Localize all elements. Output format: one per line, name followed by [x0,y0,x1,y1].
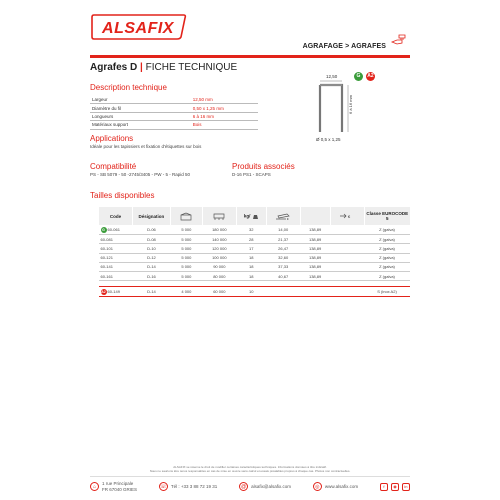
spec-label: Matériaux support [90,121,191,129]
facebook-icon[interactable]: f [380,483,388,491]
cell-des: D-12 [132,253,170,262]
title-separator: | [140,62,143,73]
cell-empty [330,253,364,262]
cell-des: D-10 [132,244,170,253]
svg-text:€: € [348,213,351,219]
description-heading: Description technique [90,83,167,92]
disclaimer-line-1: ALSAFIX se réserve le droit de modifier certaines caractéristiques techniques. Informations données à titre indicatif. [173,465,327,469]
cell-code [99,253,133,262]
cell-des: D-14 [132,262,170,271]
cell-c4: 14,00 [266,225,300,235]
email-icon: @ [241,483,247,490]
cell-code [99,262,133,271]
col-eurocode: Classe EUROCODE 5 [364,207,410,225]
cell-c6: Z (galva) [364,262,410,271]
spec-row [90,112,258,120]
table-row [99,287,411,297]
col-box [170,207,202,225]
cell-c4: 37,33 [266,262,300,271]
galva-badge: G [102,227,105,232]
cell-c1: 5 000 [170,262,202,271]
svg-text:€: € [287,216,289,221]
footer-phone[interactable] [159,482,217,491]
box-icon [180,212,192,221]
cell-c6: Z (galva) [364,235,410,244]
cell-c4: 21,37 [266,235,300,244]
cell-code [99,235,133,244]
cell-c5 [300,287,330,297]
cell-c6: S (inox A2) [364,287,410,297]
footer-web[interactable] [313,482,358,491]
weight-icon [252,213,259,220]
table-row [99,253,411,262]
cell-c4: 32,60 [266,253,300,262]
cell-empty [330,244,364,253]
cell-c5: 138,89 [300,262,330,271]
cell-c6: Z (galva) [364,244,410,253]
spec-label: Longueurs [90,112,191,120]
cell-c3: 18 [236,253,266,262]
col-blank [300,207,330,225]
spec-row [90,96,258,104]
svg-text:ALSAFIX: ALSAFIX [102,20,174,37]
cell-c5: 138,89 [300,271,330,280]
spec-value: Bois [191,121,258,129]
cell-c5: 138,89 [300,253,330,262]
product-code: 60-141 [100,264,113,270]
cell-code [99,225,133,235]
phone-number[interactable]: Tél : +33 3 88 72 19 31 [170,484,218,489]
cell-des: D-14 [132,287,170,297]
cell-c2: 60 000 [202,287,236,297]
hand-stapling-icon [390,32,408,48]
cell-c3: 28 [236,235,266,244]
disclaimer-line-2: Nous ne saurions être tenus responsables en cas de mise en œuvre sans calcul et essais préalables propres à chaque cas. Photos non contractuelles. [149,469,351,473]
product-code: 60-061 [107,226,120,232]
footer-address [90,481,137,492]
col-weight [236,207,266,225]
spec-label: Largeur [90,96,191,104]
inox-a2-badge: A2 [101,289,106,294]
cell-empty [330,262,364,271]
sizes-header-row [99,207,411,225]
page-title [90,62,237,73]
cell-c3: 17 [236,244,266,253]
drawing-width-label: 12,50 [326,74,338,79]
sizes-table [98,207,410,297]
cell-c1: 5 000 [170,244,202,253]
col-code: Code [99,207,133,225]
drawing-wire-label: Ø 0,5 x 1,25 [316,137,341,142]
spec-label: Diamètre du fil [90,104,191,112]
spec-row [90,104,258,112]
product-code: 60-149 [107,288,120,294]
col-stapler [266,207,300,225]
cell-c6: Z (galva) [364,225,410,235]
weight-label: kg/ [243,213,251,219]
cell-des: D-06 [132,225,170,235]
cell-c5: 138,89 [300,225,330,235]
col-designation: Désignation [132,207,170,225]
produits-heading: Produits associés [232,162,295,171]
cell-c3: 10 [236,287,266,297]
cell-empty [330,271,364,280]
title-product: Agrafes D [90,62,138,73]
cell-c2: 100 000 [202,253,236,262]
disclaimer [90,465,410,473]
cell-c1: 5 000 [170,271,202,280]
cell-code [99,244,133,253]
table-row [99,235,411,244]
staple-drawing [310,70,370,145]
cell-c6: Z (galva) [364,271,410,280]
header-divider [90,55,410,58]
product-code: 60-121 [100,255,113,261]
cell-des: D-08 [132,235,170,244]
cell-c2: 80 000 [202,271,236,280]
breadcrumb[interactable]: AGRAFAGE > AGRAFES [302,43,386,50]
cell-empty [330,235,364,244]
cell-c2: 90 000 [202,262,236,271]
table-row [99,225,411,235]
col-price [330,207,364,225]
technical-sheet [80,0,420,500]
galva-badge: G [354,72,363,81]
cell-c4: 26,47 [266,244,300,253]
instagram-icon[interactable]: ◉ [391,483,399,491]
col-pallet [202,207,236,225]
cell-c4: 40,67 [266,271,300,280]
cell-c1: 5 000 [170,235,202,244]
cell-c5: 138,89 [300,235,330,244]
cell-c3: 18 [236,271,266,280]
spec-row [90,121,258,129]
spec-value: 6 à 16 mm [191,112,258,120]
produits-text: D-16 PS1 - SCAPS [232,172,271,177]
price-icon [339,212,355,221]
applications-text: Idéale pour les tapissiers et fixation d'étiquettes sur bois [90,144,202,149]
address-line-2: FR 67040 GRIES [102,486,138,492]
cell-c1: 5 000 [170,253,202,262]
cell-code [99,287,133,297]
product-code: 60-161 [100,273,113,279]
pallet-icon [212,212,226,221]
website-link[interactable]: www.alsafix.com [324,484,359,489]
table-row [99,262,411,271]
email-address[interactable]: alsafix@alsafix.com [251,484,291,489]
phone-icon: ☏ [160,483,167,490]
globe-icon: ◎ [313,482,322,491]
applications-heading: Applications [90,134,134,143]
product-code: 60-081 [100,236,113,242]
spec-value: 0,50 x 1,25 mm [191,104,258,112]
cell-code [99,271,133,280]
footer [90,476,410,494]
product-code: 60-101 [100,245,113,251]
tailles-heading: Tailles disponibles [90,191,155,200]
cell-c3: 18 [236,262,266,271]
cell-c5: 138,89 [300,244,330,253]
footer-social [380,483,410,491]
table-row [99,271,411,280]
inox-a2-badge: A2 [367,73,374,79]
cell-c1: 4 000 [170,287,202,297]
table-row [99,244,411,253]
footer-email[interactable] [239,482,291,491]
cell-empty [330,287,364,297]
compatibilite-heading: Compatibilité [90,162,137,171]
address-line-1: 1 rue Principale [102,481,134,486]
cell-des: D-16 [132,271,170,280]
stapler-icon [275,212,291,221]
description-table [90,96,258,130]
title-subtitle: FICHE TECHNIQUE [145,62,238,73]
cell-c4 [266,287,300,297]
cell-c1: 5 000 [170,225,202,235]
cell-c2: 180 000 [202,225,236,235]
linkedin-icon[interactable]: in [402,483,410,491]
drawing-length-label: 6 à 16 mm [348,95,353,114]
cell-empty [330,225,364,235]
cell-c2: 120 000 [202,244,236,253]
alsafix-logo [90,12,188,42]
spec-value: 12,50 mm [191,96,258,104]
location-icon: ⌂ [90,482,99,491]
cell-c6: Z (galva) [364,253,410,262]
compatibilite-text: PS - SB 5079 - 50 -2745/3405 - PW - 5 - Rapid 50 [90,172,191,177]
cell-c2: 140 000 [202,235,236,244]
cell-c3: 32 [236,225,266,235]
